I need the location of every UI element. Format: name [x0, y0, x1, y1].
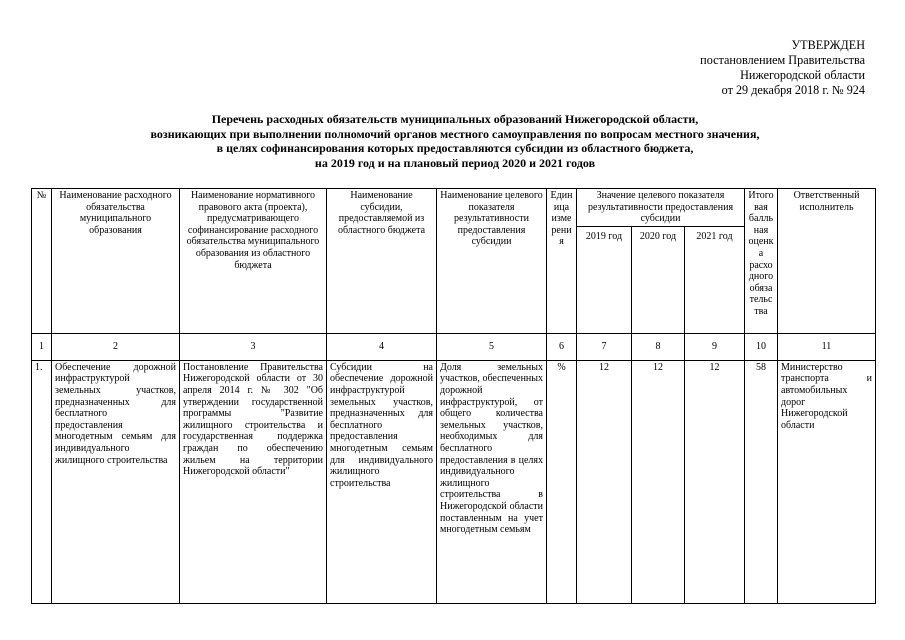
column-number: 8	[632, 333, 685, 360]
column-number: 11	[778, 333, 876, 360]
row-act: Постановление Правительства Нижегородской области от 30 апреля 2014 г. № 302 "Об утверждении государственной программы "Развитие жилищного строительства и государственная поддержка граждан по обеспечению жильем на территории Нижегородской области"	[180, 360, 327, 603]
row-value-2020: 12	[632, 360, 685, 603]
header-year-2019: 2019 год	[577, 226, 632, 333]
approval-line: Нижегородской области	[740, 68, 865, 82]
header-obligation: Наименование расходного обязательства муниципального образования	[52, 189, 180, 334]
row-value-2019: 12	[577, 360, 632, 603]
header-executor: Ответственный исполнитель	[778, 189, 876, 334]
row-indicator: Доля земельных участков, обеспеченных дорожной инфраструктурой, от общего количества земельных участков, необходимых для бесплатного предоставления в целях индивидуального жилищного строительства в Нижегородской области поставленным на учет многодетным семьям	[437, 360, 547, 603]
header-act: Наименование нормативного правового акта (проекта), предусматривающего софинансирование расходного обязательства муниципального образования из областного бюджета	[180, 189, 327, 334]
header-score: Итоговая балльная оценка расходного обязательства	[745, 189, 778, 334]
obligations-table	[31, 188, 876, 604]
column-number: 4	[327, 333, 437, 360]
row-value-2021: 12	[685, 360, 745, 603]
row-obligation: Обеспечение дорожной инфраструктурой земельных участков, предназначенных для бесплатного предоставления многодетным семьям для индивидуального жилищного строительства	[52, 360, 180, 603]
row-subsidy: Субсидии на обеспечение дорожной инфраструктурой земельных участков, предназначенных для бесплатного предоставления многодетным семьям для индивидуального жилищного строительства	[327, 360, 437, 603]
column-numbers-row	[32, 333, 876, 360]
row-executor: Министерство транспорта и автомобильных дорог Нижегородской области	[778, 360, 876, 603]
column-number: 5	[437, 333, 547, 360]
header-num: №	[32, 189, 52, 334]
header-indicator: Наименование целевого показателя результативности предоставления субсидии	[437, 189, 547, 334]
approval-line: от 29 декабря 2018 г. № 924	[721, 83, 865, 97]
title-line: Перечень расходных обязательств муниципальных образований Нижегородской области,	[211, 112, 699, 126]
row-unit: %	[547, 360, 577, 603]
column-number: 9	[685, 333, 745, 360]
table-row	[32, 360, 876, 603]
header-year-2021: 2021 год	[685, 226, 745, 333]
column-number: 3	[180, 333, 327, 360]
header-unit: Единица измерения	[547, 189, 577, 334]
title-line: в целях софинансирования которых предоставляются субсидии из областного бюджета,	[216, 141, 694, 155]
approval-line: УТВЕРЖДЕН	[791, 38, 865, 52]
column-number: 1	[32, 333, 52, 360]
header-target: Значение целевого показателя результативности предоставления субсидии	[577, 189, 745, 227]
header-subsidy: Наименование субсидии, предоставляемой из областного бюджета	[327, 189, 437, 334]
title-line: на 2019 год и на плановый период 2020 и 2021 годов	[314, 155, 596, 170]
row-num: 1.	[32, 360, 52, 603]
header-year-2020: 2020 год	[632, 226, 685, 333]
column-number: 7	[577, 333, 632, 360]
title-line: возникающих при выполнении полномочий органов местного самоуправления по вопросам местного значения,	[150, 126, 760, 141]
document-title	[30, 112, 880, 170]
approval-stamp	[605, 38, 865, 98]
row-score: 58	[745, 360, 778, 603]
column-number: 10	[745, 333, 778, 360]
header-row	[32, 189, 876, 227]
column-number: 6	[547, 333, 577, 360]
approval-line: постановлением Правительства	[700, 53, 865, 67]
column-number: 2	[52, 333, 180, 360]
